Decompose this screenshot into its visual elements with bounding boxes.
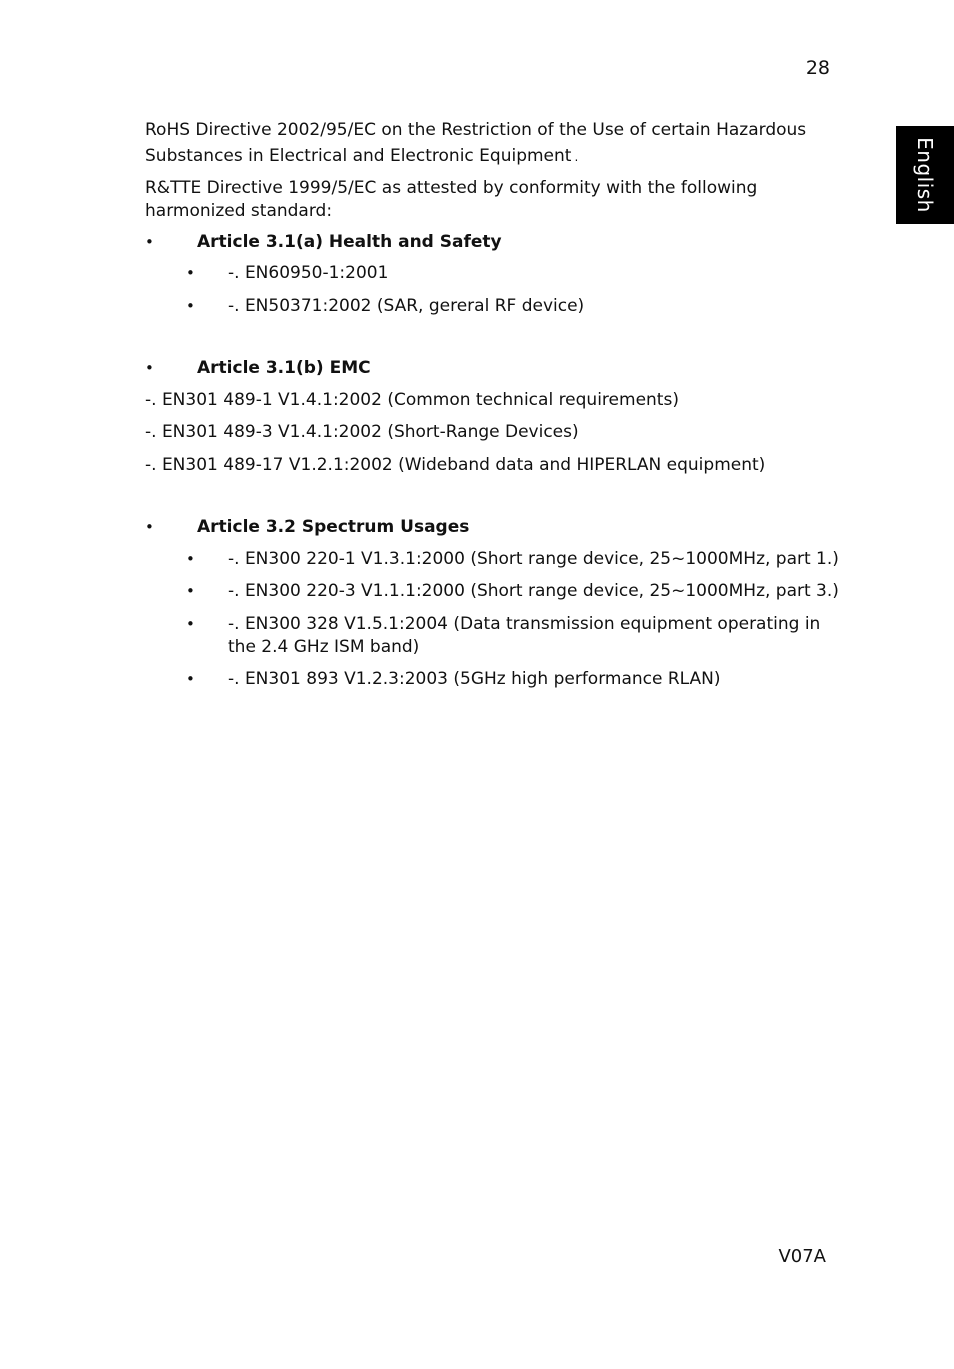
language-side-tab-label: English (913, 137, 937, 213)
emc-item: -. EN301 489-3 V1.4.1:2002 (Short-Range Devices) (145, 422, 579, 442)
health-item-bullet: • (186, 297, 195, 315)
health-item: -. EN60950-1:2001 (228, 263, 389, 283)
spectrum-item-bullet: • (186, 582, 195, 600)
rohs-period: . (574, 150, 579, 164)
emc-heading: Article 3.1(b) EMC (197, 358, 371, 378)
spectrum-item: -. EN300 220-3 V1.1.1:2000 (Short range device, 25~1000MHz, part 3.) (228, 581, 839, 601)
emc-item: -. EN301 489-1 V1.4.1:2002 (Common technical requirements) (145, 390, 679, 410)
spectrum-heading: Article 3.2 Spectrum Usages (197, 517, 470, 537)
spectrum-item-bullet: • (186, 670, 195, 688)
health-heading-bullet: • (145, 233, 154, 251)
spectrum-item: -. EN301 893 V1.2.3:2003 (5GHz high performance RLAN) (228, 669, 721, 689)
rohs-text-line-2 (145, 145, 578, 168)
health-item: -. EN50371:2002 (SAR, gereral RF device) (228, 296, 585, 316)
health-item-bullet: • (186, 264, 195, 282)
emc-heading-bullet: • (145, 359, 154, 377)
emc-item: -. EN301 489-17 V1.2.1:2002 (Wideband data and HIPERLAN equipment) (145, 455, 766, 475)
rohs-text-line-2-body: Substances in Electrical and Electronic Equipment (145, 146, 572, 166)
spectrum-item-bullet: • (186, 615, 195, 633)
rtte-text-line-2: harmonized standard: (145, 201, 333, 221)
spectrum-item: -. EN300 328 V1.5.1:2004 (Data transmission equipment operating in (228, 614, 821, 634)
page-number: 28 (805, 57, 830, 79)
language-side-tab (896, 126, 954, 224)
spectrum-heading-bullet: • (145, 518, 154, 536)
health-safety-heading: Article 3.1(a) Health and Safety (197, 232, 502, 252)
rtte-text-line-1: R&TTE Directive 1999/5/EC as attested by conformity with the following (145, 178, 758, 198)
spectrum-item-continuation: the 2.4 GHz ISM band) (228, 637, 420, 657)
version-footer: V07A (778, 1246, 826, 1267)
spectrum-item: -. EN300 220-1 V1.3.1:2000 (Short range device, 25~1000MHz, part 1.) (228, 549, 839, 569)
spectrum-item-bullet: • (186, 550, 195, 568)
rohs-text-line-1: RoHS Directive 2002/95/EC on the Restriction of the Use of certain Hazardous (145, 120, 807, 140)
